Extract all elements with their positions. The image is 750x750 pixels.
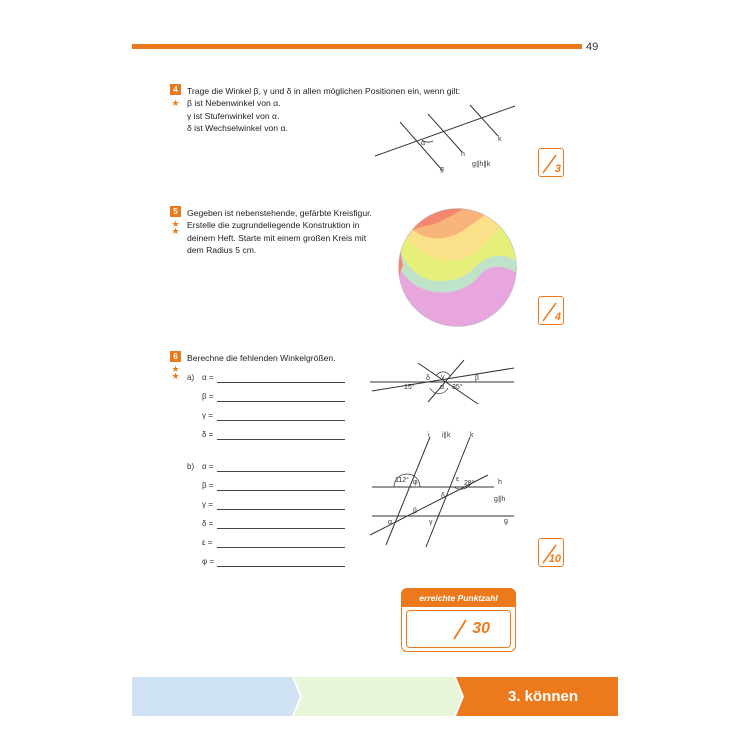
answer-line-a-delta[interactable] [217, 439, 345, 440]
relation-ik-label: i∥k [442, 432, 451, 439]
task-4-line: β ist Nebenwinkel von α. [187, 98, 281, 109]
angle-phi-label: φ [413, 479, 418, 486]
angle-alpha-label: α [440, 384, 445, 391]
field-b-epsilon-label: ε = [202, 538, 213, 547]
task-5-line: Erstelle die zugrundeliegende Konstruktion in [187, 220, 360, 231]
answer-line-b-gamma[interactable] [217, 509, 345, 510]
field-b-phi-label: φ = [202, 557, 215, 566]
task-5-line: dem Radius 5 cm. [187, 244, 257, 255]
line-k-label: k [498, 136, 502, 143]
task-4-line: Trage die Winkel β, γ und δ in allen möglichen Positionen ein, wenn gilt: [187, 86, 461, 96]
page-number: 49 [586, 41, 599, 53]
part-b-label: b) [187, 462, 195, 471]
header-bar [132, 44, 582, 49]
angle-beta-label: β [475, 375, 480, 382]
points-value-4: 3 [554, 163, 561, 175]
field-b-beta-label: β = [202, 481, 214, 490]
task-4-figure [370, 100, 530, 175]
field-b-alpha-label: α = [202, 462, 214, 471]
angle-35-label: 35° [452, 384, 463, 391]
angle-gamma-label: γ [441, 374, 445, 381]
answer-line-a-gamma[interactable] [217, 420, 345, 421]
task-6a-figure [368, 358, 518, 408]
answer-line-b-phi[interactable] [217, 566, 345, 567]
task-number-4: 4 [170, 84, 181, 95]
answer-line-b-epsilon[interactable] [217, 547, 345, 548]
line-g-label: g [440, 166, 444, 173]
footer-band [132, 677, 618, 716]
points-box-5 [538, 296, 564, 325]
angle-alpha-label: α [421, 140, 426, 147]
difficulty-stars-6: ★ ★ [171, 364, 180, 381]
points-value-5: 4 [554, 311, 561, 323]
task-number-6: 6 [170, 351, 181, 362]
field-a-delta-label: δ = [202, 430, 214, 439]
task-number-5: 5 [170, 206, 181, 217]
line-h-label: h [461, 151, 465, 158]
angle-beta-label: β [413, 508, 418, 515]
score-box-title: erreichte Punktzahl [402, 589, 515, 607]
task-5-text [187, 207, 372, 256]
angle-112-label: 112° [395, 477, 409, 484]
score-total: 30 [472, 620, 490, 637]
relation-gh-label: g∥h [494, 496, 506, 503]
score-box [401, 588, 516, 652]
points-box-4 [538, 148, 564, 177]
difficulty-stars-4: ★ [171, 98, 180, 108]
task-4-line: γ ist Stufenwinkel von α. [187, 110, 280, 121]
line-g-label: g [504, 518, 508, 525]
line-i-label: i [428, 432, 430, 439]
difficulty-stars-5: ★ ★ [171, 219, 180, 236]
task-6b-figure [368, 425, 518, 550]
line-h [428, 114, 462, 152]
score-field[interactable] [406, 610, 511, 648]
points-box-6 [538, 538, 564, 567]
angle-delta-label: δ [426, 375, 430, 382]
field-a-gamma-label: γ = [202, 411, 213, 420]
field-a-alpha-label: α = [202, 373, 214, 382]
line-h-label: h [498, 479, 502, 486]
points-value-6: 10 [548, 553, 561, 565]
answer-line-b-alpha[interactable] [217, 471, 345, 472]
task-4-line: δ ist Wechselwinkel von α. [187, 122, 288, 133]
task-6-text: Berechne die fehlenden Winkelgrößen. [187, 353, 336, 363]
line-k-label: k [470, 432, 474, 439]
colored-circle-figure [395, 205, 520, 330]
answer-line-b-beta[interactable] [217, 490, 345, 491]
part-a-label: a) [187, 373, 195, 382]
field-b-gamma-label: γ = [202, 500, 213, 509]
angle-epsilon-label: ε [456, 476, 460, 483]
angle-28-label: 28° [464, 480, 475, 487]
field-b-delta-label: δ = [202, 519, 214, 528]
field-a-beta-label: β = [202, 392, 214, 401]
angle-alpha-label: α [388, 519, 393, 526]
answer-line-b-delta[interactable] [217, 528, 345, 529]
task-5-line: deinem Heft. Starte mit einem großen Kreis mit [187, 232, 367, 243]
task-5-line: Gegeben ist nebenstehende, gefärbte Kreisfigur. [187, 208, 372, 218]
angle-gamma-label: γ [429, 519, 433, 526]
angle-15-label: 15° [404, 384, 415, 391]
answer-line-a-beta[interactable] [217, 401, 345, 402]
angle-delta-label: δ [441, 493, 445, 500]
answer-line-a-alpha[interactable] [217, 382, 345, 383]
parallel-relation-label: g∥h∥k [472, 161, 491, 168]
section-tag: 3. können [507, 688, 578, 705]
